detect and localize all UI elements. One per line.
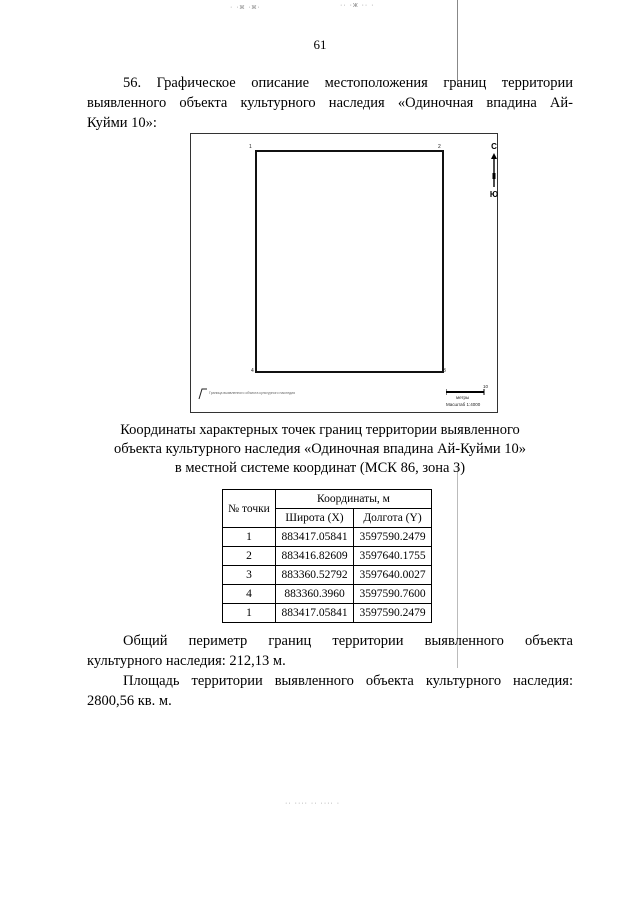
point-label-3: 3 <box>443 368 446 374</box>
point-label-2: 2 <box>438 144 441 150</box>
heading-line-2: выявленного объекта культурного наследия «Одиночная впадина Ай- <box>87 95 573 111</box>
scan-noise-top-right: ·· ·ж ·· · <box>340 2 375 9</box>
area-line-2: 2800,56 кв. м. <box>87 693 172 709</box>
legend-text: Граница выявленного объекта культурного наследия <box>209 391 295 395</box>
cell-point: 1 <box>223 604 276 623</box>
scale-ratio: Масштаб 1:4000 <box>446 402 481 407</box>
scale-unit: метры <box>456 395 470 400</box>
cell-y: 3597590.2479 <box>354 604 432 623</box>
table-caption <box>0 421 640 478</box>
heading-line-1: 56. Графическое описание местоположения границ территории <box>123 75 573 91</box>
table-row <box>223 566 432 585</box>
point-label-1: 1 <box>249 144 252 150</box>
cell-point: 2 <box>223 547 276 566</box>
cell-point: 4 <box>223 585 276 604</box>
scan-noise-bottom: ·· ···· ·· ···· · <box>285 800 341 807</box>
header-coordinates: Координаты, м <box>276 490 432 509</box>
cell-point: 3 <box>223 566 276 585</box>
header-longitude: Долгота (Y) <box>354 509 432 528</box>
caption-line-1: Координаты характерных точек границ территории выявленного <box>120 422 520 438</box>
scale-bar <box>446 384 492 410</box>
scale-value: 10 <box>483 384 489 389</box>
header-point: № точки <box>223 490 276 528</box>
heading-line-3: Куйми 10»: <box>87 115 157 131</box>
compass-north-label: С <box>491 142 497 151</box>
page-number: 61 <box>313 37 327 52</box>
perimeter-paragraph <box>87 631 573 671</box>
area-line-1: Площадь территории выявленного объекта культурного наследия: <box>123 673 573 689</box>
scan-noise-top: · ·ж ·ж· <box>230 4 261 11</box>
map-legend <box>198 386 318 402</box>
coordinates-table <box>222 489 432 623</box>
cell-y: 3597640.0027 <box>354 566 432 585</box>
cell-x: 883417.05841 <box>276 604 354 623</box>
area-paragraph <box>87 671 573 711</box>
cell-x: 883417.05841 <box>276 528 354 547</box>
cell-y: 3597590.7600 <box>354 585 432 604</box>
caption-line-3: в местной системе координат (МСК 86, зона 3) <box>174 460 466 476</box>
cell-x: 883360.52792 <box>276 566 354 585</box>
territory-boundary-polygon <box>255 150 444 373</box>
table-row <box>223 547 432 566</box>
point-label-4: 4 <box>251 368 254 374</box>
cell-x: 883360.3960 <box>276 585 354 604</box>
cell-x: 883416.82609 <box>276 547 354 566</box>
perimeter-line-1: Общий периметр границ территории выявленного объекта <box>123 633 573 649</box>
perimeter-line-2: культурного наследия: 212,13 м. <box>87 653 286 669</box>
compass-south-label: Ю <box>489 190 499 199</box>
north-arrow-icon <box>487 142 501 202</box>
cell-y: 3597640.1755 <box>354 547 432 566</box>
table-row <box>223 528 432 547</box>
table-row <box>223 604 432 623</box>
cell-y: 3597590.2479 <box>354 528 432 547</box>
section-heading <box>87 73 573 133</box>
table-row <box>223 585 432 604</box>
boundary-map <box>190 133 498 413</box>
caption-line-2: объекта культурного наследия «Одиночная впадина Ай-Куйми 10» <box>113 441 527 457</box>
cell-point: 1 <box>223 528 276 547</box>
header-latitude: Широта (X) <box>276 509 354 528</box>
